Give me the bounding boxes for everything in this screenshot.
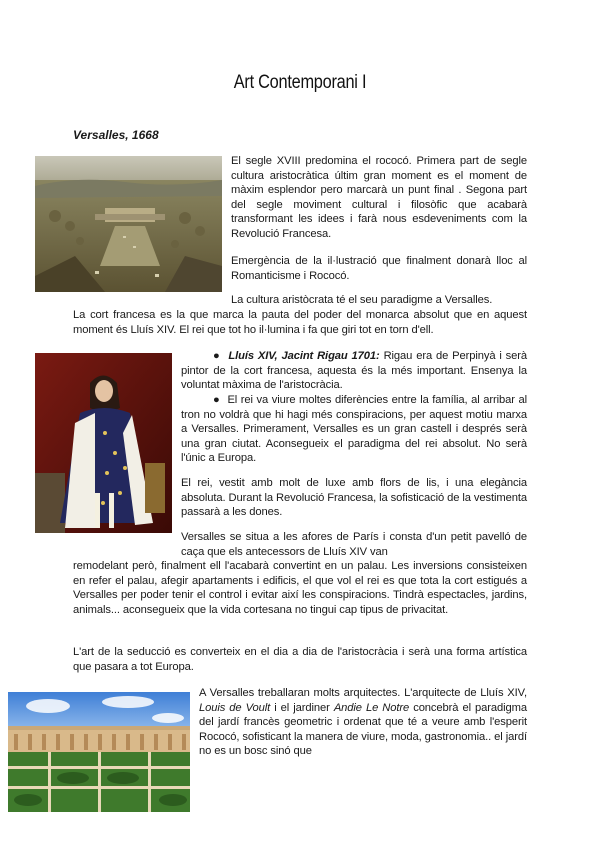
paragraph-architects	[199, 686, 527, 759]
architects-text-2: i el jardiner	[270, 701, 334, 714]
paragraph-king-dress: El rei, vestit amb molt de luxe amb flors de lis, i una elegància absoluta. Durant la Revolució Francesa, la sofisticació de la vestimenta passarà a les dones.	[181, 477, 528, 519]
architects-text-3: concebrà el paradigma del jardí francès geometric i ordenat que té a veure amb l'esperit Rococó, sofisticant la manera de viure, moda, gastronomia.. el jardí no es un bosc sinó que	[199, 701, 527, 758]
versailles-painting-image	[35, 156, 222, 292]
paragraph-culture-line1: La cultura aristòcrata té el seu paradigme a Versalles.	[231, 294, 493, 306]
painting-attribution: Lluís XIV, Jacint Rigau 1701:	[228, 350, 380, 362]
architect-name: Louis de Voult	[199, 701, 271, 714]
bullet-louis-xiv-rigau	[181, 349, 527, 393]
paragraph-seduction: L'art de la seducció es converteix en el dia a dia de l'aristocràcia i serà una forma artística que pasara a tot Europa.	[73, 646, 527, 673]
paragraph-versailles-location-a: Versalles se situa a les afores de París i consta d'un petit pavelló de caça que els antecessors de Lluís XIV van	[181, 531, 527, 558]
bullet-text: El rei va viure moltes diferències entre la família, al arribar al tron no voldrà que hi hagi més conspiracions, per aquest motiu marxa a Versalles. Primerament, Versalles es un gran castell i després serà una gran ciutat. Aconsegueix el paradigma del rei absolut. No serà l'únic a Europa.	[181, 394, 527, 465]
page-title: Art Contemporani I	[233, 72, 367, 93]
bullet-dot: ●	[213, 394, 228, 406]
paragraph-versailles-location-b: remodelant però, finalment ell l'acabarà convertint en un palau. Les inversions consisteixen en refer el palau, afegir apartaments i edificis, el que vol el rei es que tota la cort estigués a Versalles per poder tenir el control i evitar així les conspiracions. Tindrà espectacles, jardins, animals... aconsegueix que la vida cortesana no tingui cap tipus de privacitat.	[73, 560, 527, 616]
louis-xiv-portrait-image	[35, 353, 172, 533]
gardener-name: Andie Le Notre	[333, 701, 410, 714]
architects-text-1: A Versalles treballaran molts arquitectes. L'arquitecte de Lluís XIV,	[199, 687, 527, 699]
bullet-dot: ●	[213, 350, 229, 362]
versailles-gardens-image	[8, 692, 190, 812]
bullet-text: Rigau era de Perpinyà i serà pintor de la cort francesa, aquesta és la més important. Ensenya la voluntat màxima de l'aristocràcia.	[181, 350, 527, 392]
section-subtitle: Versalles, 1668	[73, 128, 159, 142]
bullet-family-conspiracies	[181, 393, 527, 466]
paragraph-18th-century: El segle XVIII predomina el rococó. Primera part de segle cultura aristocràtica últim gran moment es el moment de màxim esplendor pero marcarà un punt final . Segona part del segle moviment cultural i filosòfic que acabarà transformant les idees i farà nous esdeveniments com la Revolució Francesa.	[231, 155, 527, 240]
paragraph-enlightenment: Emergència de la il·lustració que finalment donarà lloc al Romanticisme i Rococó.	[231, 255, 527, 282]
paragraph-culture-rest: La cort francesa es la que marca la pauta del poder del monarca absolut que en aquest moment és Lluís XIV. El rei que tot ho il·lumina i fa que giri tot en torn d'ell.	[73, 309, 527, 336]
